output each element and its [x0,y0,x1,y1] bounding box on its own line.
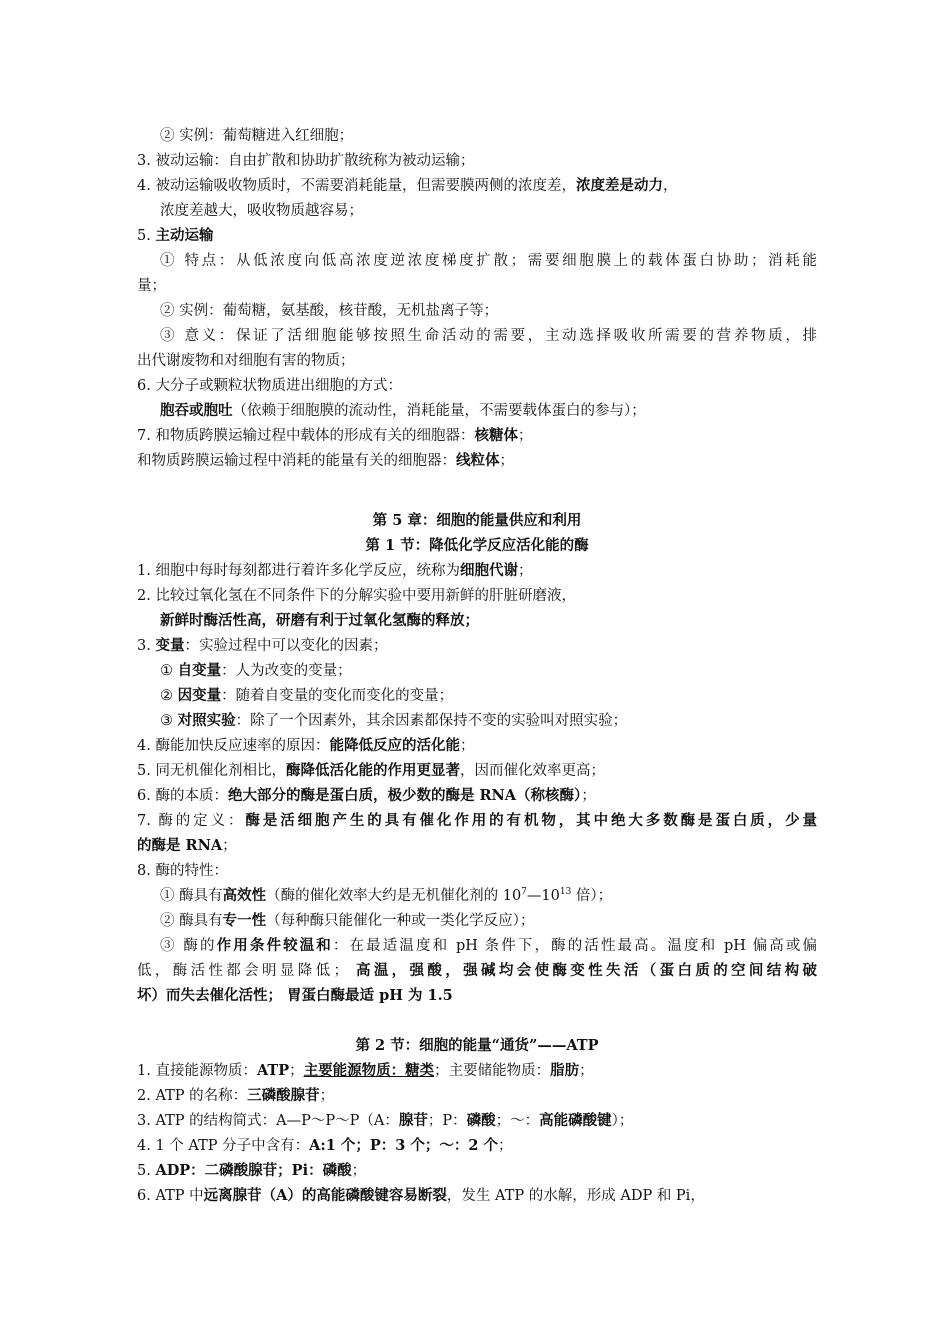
text-span: 浓度差越大，吸收物质越容易； [160,203,363,219]
text-span: ；P： [427,1113,467,1129]
text-span: ① [160,663,178,679]
text-line [160,324,817,348]
bold-text: 线粒体 [456,452,500,469]
text-span: 3. [137,638,156,654]
bold-text: 磷酸 [466,1112,496,1129]
text-span: ：随着自变量的变化而变化的变量； [221,688,454,704]
text-span: 5. [137,228,156,244]
text-span: ② 酶具有 [160,913,223,929]
bold-text: 高温，强酸，强碱均会使酶变性失活（蛋白质的空间结构破 [355,962,817,979]
text-line [160,399,817,423]
bold-text: 胞吞或胞吐 [160,402,233,419]
text-span: ， [662,178,678,194]
text-span: 1. 直接能源物质： [137,1063,257,1079]
text-line [137,1059,817,1083]
text-span: ② [160,688,178,704]
text-line [137,1109,817,1133]
text-span: ：除了一个因素外，其余因素都保持不变的实验叫对照实验； [235,713,628,729]
bold-text: 高能磷酸键 [539,1112,612,1129]
bold-text: 酶是活细胞产生的具有催化作用的有机物，其中绝大多数酶是蛋白质，少量 [245,812,817,829]
text-span: ，因而催化效率更高； [459,763,605,779]
text-span: ① 特点：从低浓度向低高浓度逆浓度梯度扩散；需要细胞膜上的载体蛋白协助；消耗能 [160,253,817,269]
text-line [137,449,817,473]
text-span: 4. 被动运输吸收物质时，不需要消耗能量，但需要膜两侧的浓度差， [137,178,576,194]
chapter-title [137,509,817,533]
text-span: ② 实例：葡萄糖，氨基酸，核苷酸，无机盐离子等； [160,303,499,319]
text-span: （依赖于细胞膜的流动性，消耗能量，不需要载体蛋白的参与）； [232,403,646,419]
text-span: ：人为改变的变量； [221,663,352,679]
text-span: 第 1 节：降低化学反应活化能的酶 [365,537,589,554]
text-span: 第 2 节：细胞的能量“通货”——ATP [355,1037,599,1054]
bold-text: 腺苷 [398,1112,428,1129]
text-line [137,959,817,983]
text-span: 2. 比较过氧化氢在不同条件下的分解实验中要用新鲜的肝脏研磨液， [137,588,576,604]
text-span: 7. 酶的定义： [137,813,246,829]
bold-text: 主要能源物质：糖类 [303,1062,435,1079]
text-line [137,149,817,173]
text-line [137,1084,817,1108]
text-span: 倍）； [571,888,613,904]
text-span: ：在最适温度和 pH 条件下，酶的活性最高。温度和 pH 偏高或偏 [332,938,817,954]
text-span: ； [498,1138,513,1154]
section-title [137,1034,817,1058]
text-line [160,659,817,683]
bold-text: A:1 个；P：3 个；～：2 个 [309,1137,499,1154]
bold-text: 因变量 [177,687,222,704]
text-line [137,559,817,583]
text-span: 4. 1 个 ATP 分子中含有： [137,1138,310,1154]
section-title [137,534,817,558]
text-line [160,909,817,933]
text-line [137,734,817,758]
bold-text: 远离腺苷（A）的高能磷酸键容易断裂 [203,1187,447,1204]
text-span: ； [581,788,596,804]
text-span: ； [499,453,514,469]
bold-text: 三磷酸腺苷 [247,1087,320,1104]
text-span: 8. 酶的特性： [137,863,228,879]
text-span: 和物质跨膜运输过程中消耗的能量有关的细胞器： [137,453,456,469]
text-span: 3. 被动运输：自由扩散和协助扩散统称为被动运输； [137,153,475,169]
bold-text: 变量 [155,637,185,654]
text-line [137,174,817,198]
text-span: 5. 同无机催化剂相比， [137,763,286,779]
text-span: 5. [137,1163,156,1179]
bold-text: 脂肪 [550,1062,580,1079]
text-span: ； [517,563,533,579]
text-span: ：实验过程中可以变化的因素； [184,638,388,654]
bold-text: ADP：二磷酸腺苷；Pi：磷酸 [155,1162,352,1179]
text-span: 新鲜时酶活性高，研磨有利于过氧化氢酶的释放； [160,612,479,629]
bold-text: 绝大部分的酶是蛋白质，极少数的酶是 RNA（称核酶） [227,787,582,804]
text-span: 低，酶活性都会明显降低； [137,963,356,979]
text-span: 6. 酶的本质： [137,788,228,804]
text-span: ；主要储能物质： [434,1063,551,1079]
text-span: （每种酶只能催化一种或一类化学反应）； [266,913,535,929]
bold-text: 的酶是 RNA [137,837,223,854]
text-span: ③ [160,713,178,729]
text-span: （酶的催化效率大约是无机催化剂的 10 [266,888,522,904]
text-line [137,274,817,298]
text-span: ，发生 ATP 的水解，形成 ADP 和 Pi， [446,1188,705,1204]
text-line [137,984,817,1008]
text-line [137,634,817,658]
text-span: 3. ATP 的结构简式：A—P～P～P（A： [137,1113,399,1129]
text-line [137,859,817,883]
bold-text: 核糖体 [474,427,518,444]
text-line [137,349,817,373]
text-line [160,199,817,223]
text-span: ② 实例：葡萄糖进入红细胞； [160,128,354,144]
text-span: ； [319,1088,335,1104]
text-line [137,1134,817,1158]
text-span: ）； [611,1113,634,1129]
text-span: 量； [137,278,166,294]
text-span: ； [351,1163,367,1179]
text-line [137,1159,817,1183]
text-span: ； [459,738,475,754]
text-line [137,224,817,248]
bold-text: 专一性 [222,912,267,929]
text-span: 2. ATP 的名称： [137,1088,248,1104]
bold-text: 主动运输 [155,227,214,244]
bold-text: 能降低反应的活化能 [329,737,460,754]
text-line [137,424,817,448]
superscript: 7 [521,887,527,898]
bold-text: 自变量 [177,662,222,679]
text-line [160,299,817,323]
text-span: 4. 酶能加快反应速率的原因： [137,738,330,754]
bold-text: 浓度差是动力 [575,177,663,194]
text-span: ； [289,1063,304,1079]
text-line [160,124,817,148]
text-span: 6. 大分子或颗粒状物质进出细胞的方式： [137,378,402,394]
text-span: ③ 酶的 [160,938,217,954]
text-span: ； [579,1063,594,1079]
text-line [160,249,817,273]
text-line [160,709,817,733]
text-line [160,684,817,708]
text-line [137,784,817,808]
text-span: ；～： [495,1113,540,1129]
text-span: 1. 细胞中每时每刻都进行着许多化学反应，统称为 [137,563,460,579]
text-line [160,609,817,633]
superscript: 13 [559,887,572,898]
text-span: ③ 意义：保证了活细胞能够按照生命活动的需要，主动选择吸收所需要的营养物质，排 [160,328,817,344]
bold-text: 高效性 [222,887,267,904]
text-line [137,809,817,833]
text-span: 出代谢废物和对细胞有害的物质； [137,353,355,369]
text-span: ； [517,428,533,444]
text-line [137,584,817,608]
text-span: 坏）而失去催化活性； 胃蛋白酶最适 pH 为 1.5 [137,987,453,1004]
text-line [137,374,817,398]
text-line [137,759,817,783]
text-line [160,934,817,958]
bold-text: 细胞代谢 [459,562,518,579]
bold-text: 酶降低活化能的作用更显著 [285,762,460,779]
text-span: —10 [526,888,560,904]
text-line [137,834,817,858]
bold-text: 作用条件较温和 [216,937,333,954]
text-span: 6. ATP 中 [137,1188,204,1204]
text-line [160,884,817,908]
text-span: ① 酶具有 [160,888,223,904]
bold-text: 对照实验 [177,712,236,729]
text-span: 7. 和物质跨膜运输过程中载体的形成有关的细胞器： [137,428,475,444]
text-span: 第 5 章：细胞的能量供应和利用 [372,512,582,529]
bold-text: ATP [256,1062,290,1079]
text-line [137,1184,817,1208]
text-span: ； [222,838,237,854]
